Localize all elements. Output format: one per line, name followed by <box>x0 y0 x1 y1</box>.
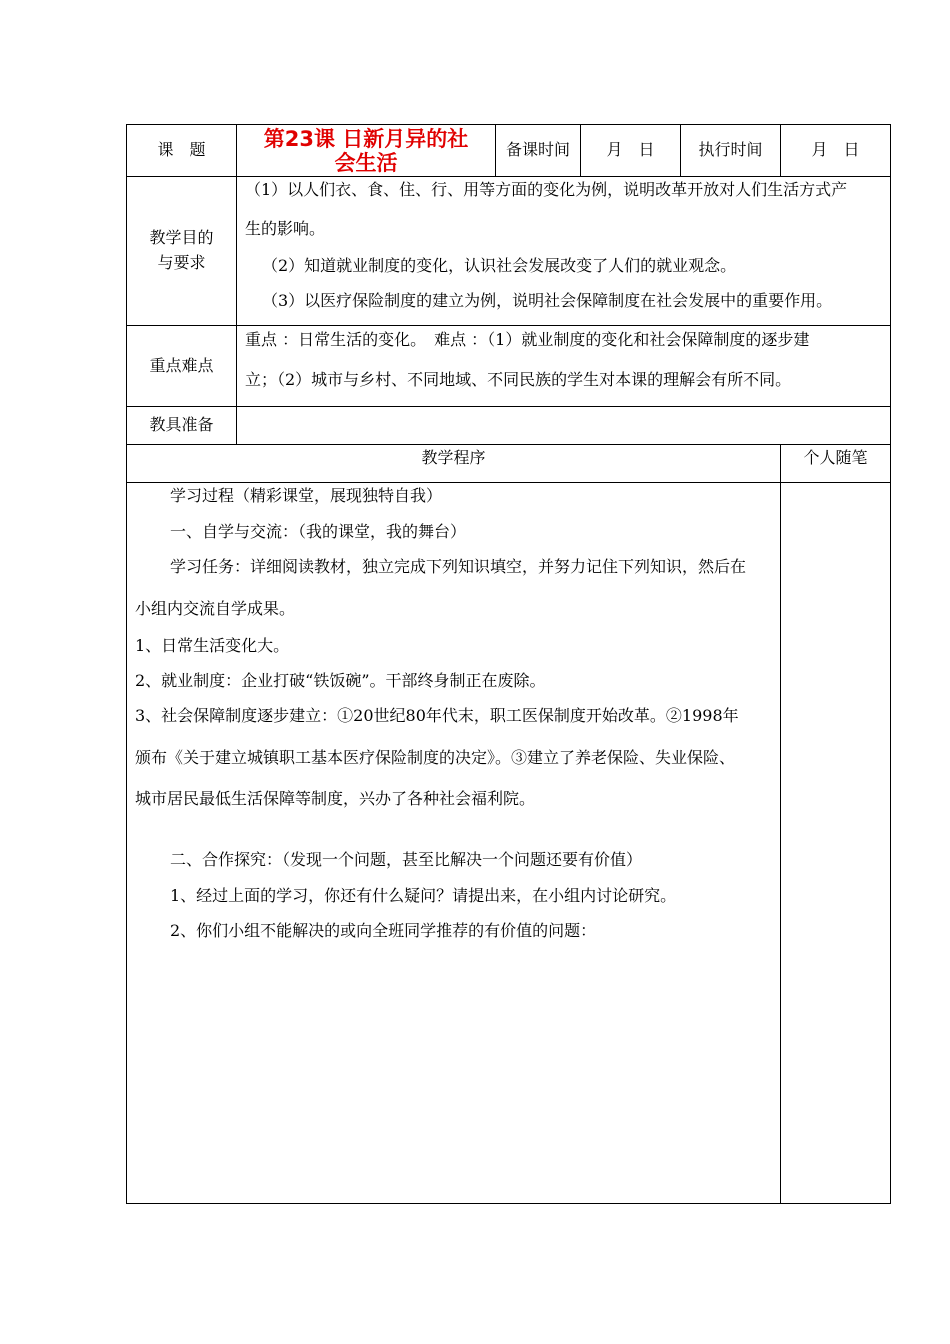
tools-label: 教具准备 <box>149 415 214 434</box>
prep-time-label: 备课时间 <box>505 140 570 159</box>
objectives-label-line2: 与要求 <box>157 253 206 272</box>
prep-date: 月 日 <box>606 140 655 159</box>
personal-notes-area <box>781 483 890 1203</box>
objective-line: （3）以医疗保险制度的建立为例，说明社会保障制度在社会发展中的重要作用。 <box>262 291 833 310</box>
lesson-title-line1: 第23课 日新月异的社 <box>263 127 469 151</box>
topic-label: 课 题 <box>157 140 206 159</box>
procedure-line: 二、合作探究：（发现一个问题，甚至比解决一个问题还要有价值） <box>170 850 643 869</box>
procedure-line: 城市居民最低生活保障等制度，兴办了各种社会福利院。 <box>135 789 536 808</box>
row-divider <box>126 482 891 483</box>
procedure-line: 1、日常生活变化大。 <box>135 636 290 655</box>
row-divider <box>126 325 891 326</box>
row-divider <box>126 406 891 407</box>
row-divider <box>126 176 891 177</box>
procedure-line: 3、社会保障制度逐步建立：①20世纪80年代末，职工医保制度开始改革。②1998年 <box>135 706 739 725</box>
exec-time-label: 执行时间 <box>698 140 763 159</box>
objectives-label-line1: 教学目的 <box>149 228 214 247</box>
procedure-line: 2、你们小组不能解决的或向全班同学推荐的有价值的问题： <box>170 921 597 940</box>
procedure-line: 小组内交流自学成果。 <box>135 599 296 618</box>
lesson-title-line2: 会生活 <box>334 151 398 175</box>
table-border-bottom <box>126 1203 891 1204</box>
table-border-top <box>126 124 891 125</box>
key-points-label: 重点难点 <box>149 356 214 375</box>
exec-date: 月 日 <box>811 140 860 159</box>
objective-line: （1）以人们衣、食、住、行、用等方面的变化为例，说明改革开放对人们生活方式产 <box>245 180 848 199</box>
objective-line: （2）知道就业制度的变化，认识社会发展改变了人们的就业观念。 <box>262 256 737 275</box>
procedure-line: 颁布《关于建立城镇职工基本医疗保险制度的决定》。③建立了养老保险、失业保险、 <box>135 748 736 767</box>
procedure-header: 教学程序 <box>421 448 486 467</box>
procedure-line: 学习过程（精彩课堂，展现独特自我） <box>170 486 443 505</box>
procedure-line: 2、就业制度：企业打破“铁饭碗”。干部终身制正在废除。 <box>135 671 546 690</box>
procedure-line: 学习任务：详细阅读教材，独立完成下列知识填空，并努力记住下列知识，然后在 <box>170 557 747 576</box>
objective-line: 生的影响。 <box>245 219 326 238</box>
key-points-line: 立；（2）城市与乡村、不同地域、不同民族的学生对本课的理解会有所不同。 <box>245 370 792 389</box>
table-border-left <box>126 124 127 1204</box>
procedure-line: 1、经过上面的学习，你还有什么疑问？请提出来，在小组内讨论研究。 <box>170 886 677 905</box>
key-points-line: 重点 ：日常生活的变化。 难点 ：（1）就业制度的变化和社会保障制度的逐步建 <box>245 330 810 349</box>
table-border-right <box>890 124 891 1204</box>
row-divider <box>126 444 891 445</box>
procedure-line: 一、自学与交流：（我的课堂，我的舞台） <box>170 522 467 541</box>
notes-header: 个人随笔 <box>803 448 868 467</box>
